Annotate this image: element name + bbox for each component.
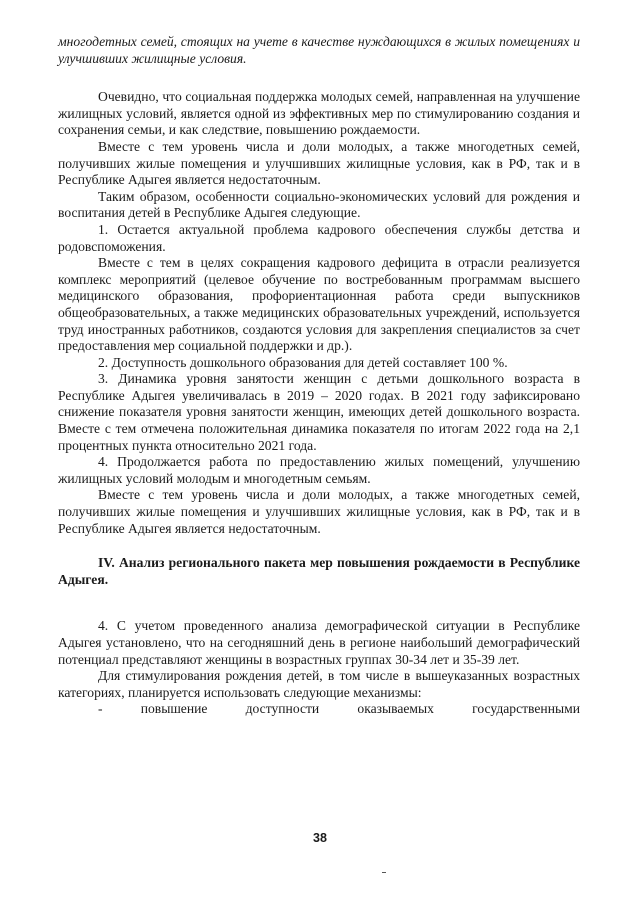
section-paragraph: 4. С учетом проведенного анализа демографической ситуации в Республике Адыгея установлено, что на сегодняшний день в регионе наибольший демографический потенциал представляют женщины в возрастных группах 30-34 лет и 35-39 лет.: [58, 618, 580, 667]
paragraph: Вместе с тем уровень числа и доли молодых, а также многодетных семей, получивших жилые помещения и улучшивших жилищные условия, как в РФ, так и в Республике Адыгея является недостаточным.: [58, 487, 580, 536]
paragraph: Вместе с тем в целях сокращения кадрового дефицита в отрасли реализуется комплекс мероприятий (целевое обучение по востребованным программам высшего медицинского образования, профориентационная работа среди выпускников общеобразовательных, а также медицинских образовательных учреждений, используется труд иностранных работников, создаются условия для закрепления специалистов за счет предоставления мер социальной поддержки и др.).: [58, 255, 580, 354]
paragraph-item-4: 4. Продолжается работа по предоставлению жилых помещений, улучшению жилищных условий молодым и многодетным семьям.: [58, 454, 580, 486]
dash-item-word: доступности: [245, 701, 320, 717]
section-paragraph: Для стимулирования рождения детей, в том числе в вышеуказанных возрастных категориях, планируется использовать следующие механизмы:: [58, 668, 580, 700]
paragraph-item-3: 3. Динамика уровня занятости женщин с детьми дошкольного возраста в Республике Адыгея увеличивалась в 2019 – 2020 годах. В 2021 году зафиксировано снижение показателя уровня занятости женщин, имеющих детей дошкольного возраста. Вместе с тем отмечена положительная динамика показателя по итогам 2022 года на 2,1 процентных пункта относительно 2021 года.: [58, 371, 580, 453]
dash-item-word: повышение: [140, 701, 208, 717]
intro-italic-text: многодетных семей, стоящих на учете в качестве нуждающихся в жилых помещениях и улучшивших жилищные условия.: [58, 34, 580, 66]
dash-item-word: государственными: [472, 701, 580, 717]
dash-marker: -: [98, 701, 103, 717]
paragraph-item-2: 2. Доступность дошкольного образования для детей составляет 100 %.: [98, 354, 508, 370]
page-number: 38: [313, 831, 327, 845]
paragraph-item-1: 1. Остается актуальной проблема кадрового обеспечения службы детства и родовспоможения.: [58, 221, 580, 254]
paragraph: Вместе с тем уровень числа и доли молодых, а также многодетных семей, получивших жилые помещения и улучшивших жилищные условия, как в РФ, так и в Республике Адыгея является недостаточным.: [58, 138, 580, 188]
paragraph: Таким образом, особенности социально-экономических условий для рождения и воспитания детей в Республике Адыгея следующие.: [58, 188, 580, 221]
document-page: [58, 34, 580, 718]
paragraph: Очевидно, что социальная поддержка молодых семей, направленная на улучшение жилищных условий, является одной из эффективных мер по стимулированию создания и сохранения семьи, и как следствие, повышению рождаемости.: [58, 89, 580, 138]
dash-item-word: оказываемых: [357, 701, 434, 717]
scan-speck: [382, 872, 386, 873]
dash-list-item: [58, 701, 580, 718]
section-heading: IV. Анализ регионального пакета мер повышения рождаемости в Республике Адыгея.: [58, 555, 580, 587]
